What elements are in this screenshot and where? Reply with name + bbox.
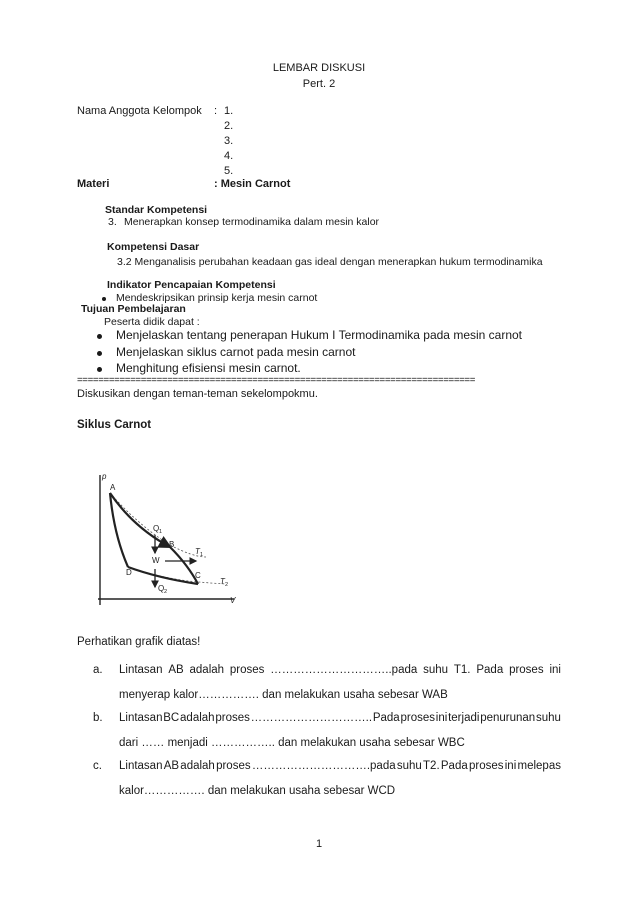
point-d-label: D: [126, 568, 132, 577]
question-c-line1: Lintasan AB adalah proses ………………………….pada suhu T2. Pada proses ini melepas: [119, 760, 561, 772]
tujuan-item-3: Menghitung efisiensi mesin carnot.: [116, 361, 301, 375]
t2-subscript: 2: [225, 582, 229, 588]
members-label: Nama Anggota Kelompok: [77, 105, 202, 117]
member-number-4: 4.: [224, 150, 234, 162]
q1-subscript: 1: [159, 529, 163, 535]
bullet-icon: [97, 334, 102, 339]
question-b-line2: dari …… menjadi …………….. dan melakukan usaha sebesar WBC: [119, 737, 465, 749]
point-a-label: A: [110, 483, 116, 492]
question-b-line1: Lintasan BC adalah proses ………………………….. Pada proses ini terjadi penurunan suhu: [119, 712, 561, 724]
page-title: LEMBAR DISKUSI: [272, 62, 366, 74]
separator-line: ===========================================================================: [77, 375, 476, 386]
axis-v-label: V: [230, 596, 236, 605]
member-number-3: 3.: [224, 135, 234, 147]
indikator-item: Mendeskripsikan prinsip kerja mesin carnot: [116, 292, 318, 304]
question-a-line1: Lintasan AB adalah proses …………………………..pada suhu T1. Pada proses ini: [119, 664, 561, 676]
q2-subscript: 2: [164, 589, 168, 595]
meeting-label: Pert. 2: [302, 78, 336, 90]
question-c-line2: kalor……………. dan melakukan usaha sebesar WCD: [119, 785, 396, 797]
member-number-1: 1.: [224, 105, 234, 117]
materi-label: Materi: [77, 178, 110, 190]
dasar-text: 3.2 Menganalisis perubahan keadaan gas ideal dengan menerapkan hukum termodinamika: [117, 256, 543, 268]
axis-p-label: p: [102, 472, 107, 481]
point-b-label: B: [169, 540, 175, 549]
bullet-icon: [97, 367, 102, 372]
path-bc: [170, 547, 198, 584]
indikator-heading: Indikator Pencapaian Kompetensi: [107, 279, 276, 291]
tujuan-item-1: Menjelaskan tentang penerapan Hukum I Termodinamika pada mesin carnot: [116, 328, 523, 342]
t1-subscript: 1: [200, 552, 204, 558]
standar-number: 3.: [108, 216, 117, 228]
members-colon: :: [214, 105, 218, 117]
point-c-label: C: [195, 571, 201, 580]
path-cd: [128, 567, 198, 584]
t2-label: T: [220, 577, 225, 586]
instruction-text: Diskusikan dengan teman-teman sekelompokmu.: [77, 388, 318, 400]
materi-value: : Mesin Carnot: [214, 178, 291, 190]
page-number: 1: [315, 838, 323, 850]
question-a-line2: menyerap kalor……………. dan melakukan usaha sebesar WAB: [119, 689, 448, 701]
member-number-5: 5.: [224, 165, 234, 177]
prompt-text: Perhatikan grafik diatas!: [77, 636, 201, 648]
q1-label: Q: [153, 524, 160, 533]
work-label: W: [152, 556, 160, 565]
tujuan-item-2: Menjelaskan siklus carnot pada mesin carnot: [116, 345, 356, 359]
question-a-letter: a.: [93, 664, 103, 676]
question-c-letter: c.: [93, 760, 102, 772]
q2-label: Q: [158, 584, 165, 593]
question-b-letter: b.: [93, 712, 103, 724]
dasar-heading: Kompetensi Dasar: [107, 241, 200, 253]
standar-heading: Standar Kompetensi: [105, 204, 208, 216]
section-title: Siklus Carnot: [77, 419, 152, 431]
member-number-2: 2.: [224, 120, 234, 132]
t1-label: T: [195, 547, 200, 556]
tujuan-heading: Tujuan Pembelajaran: [81, 303, 186, 315]
carnot-graph: [88, 465, 248, 607]
bullet-icon: [97, 351, 102, 356]
tujuan-intro: Peserta didik dapat :: [104, 316, 200, 328]
standar-text: Menerapkan konsep termodinamika dalam mesin kalor: [124, 216, 380, 228]
bullet-icon: [102, 297, 106, 301]
